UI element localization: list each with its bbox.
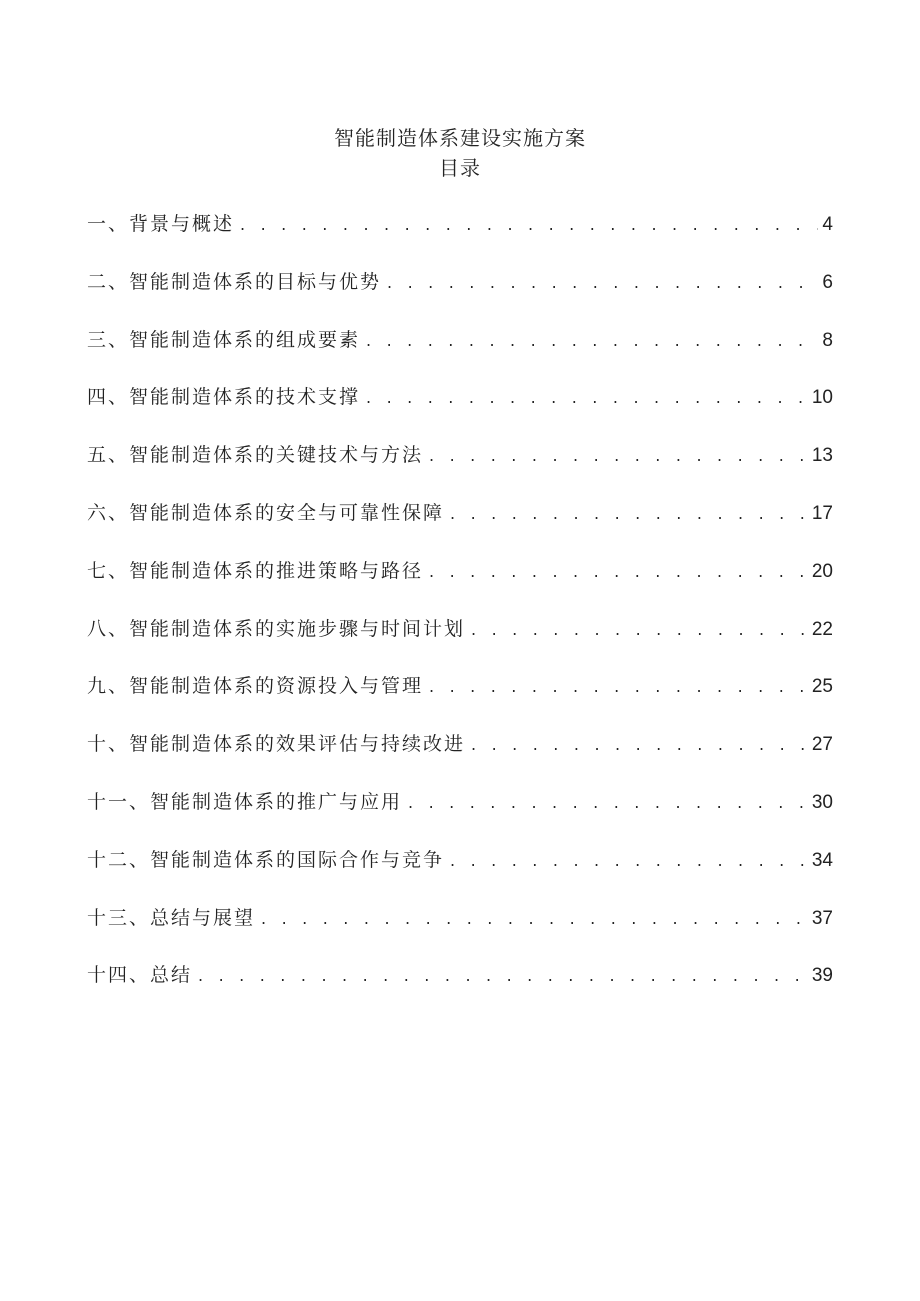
toc-entry-label: 二、智能制造体系的目标与优势	[87, 270, 382, 293]
toc-entry-9[interactable]	[87, 671, 833, 729]
toc-page-number: 8	[822, 329, 833, 351]
toc-entry-11[interactable]	[87, 787, 833, 845]
toc-entry-label: 三、智能制造体系的组成要素	[87, 328, 361, 351]
toc-entry-label: 六、智能制造体系的安全与可靠性保障	[87, 501, 445, 524]
toc-dot-leader	[408, 788, 808, 818]
toc-entry-3[interactable]	[87, 325, 833, 383]
toc-dot-leader	[387, 268, 818, 298]
toc-entry-label: 十一、智能制造体系的推广与应用	[87, 790, 403, 813]
toc-dot-leader	[471, 730, 808, 760]
toc-entry-7[interactable]	[87, 556, 833, 614]
toc-entry-label: 七、智能制造体系的推进策略与路径	[87, 559, 424, 582]
toc-dot-leader	[450, 499, 808, 529]
toc-entry-label: 十四、总结	[87, 964, 193, 987]
toc-entry-1[interactable]	[87, 209, 833, 267]
toc-page-number: 17	[811, 502, 833, 524]
toc-page-number: 27	[811, 734, 833, 756]
toc-page-number: 30	[811, 791, 833, 813]
toc-entry-label: 五、智能制造体系的关键技术与方法	[87, 444, 424, 467]
toc-dot-leader	[429, 672, 808, 702]
toc-dot-leader	[471, 615, 808, 645]
toc-page-number: 25	[811, 676, 833, 698]
toc-dot-leader	[429, 441, 808, 471]
toc-entry-2[interactable]	[87, 267, 833, 325]
toc-dot-leader	[429, 557, 808, 587]
toc-entry-label: 十二、智能制造体系的国际合作与竞争	[87, 848, 445, 871]
table-of-contents	[87, 209, 833, 1018]
toc-dot-leader	[240, 210, 818, 240]
toc-entry-label: 十三、总结与展望	[87, 906, 256, 929]
toc-dot-leader	[261, 904, 808, 934]
toc-dot-leader	[366, 383, 808, 413]
toc-entry-10[interactable]	[87, 729, 833, 787]
toc-entry-label: 十、智能制造体系的效果评估与持续改进	[87, 733, 466, 756]
toc-entry-6[interactable]	[87, 498, 833, 556]
toc-entry-label: 九、智能制造体系的资源投入与管理	[87, 675, 424, 698]
toc-page-number: 34	[811, 849, 833, 871]
toc-page-number: 37	[811, 907, 833, 929]
toc-entry-label: 八、智能制造体系的实施步骤与时间计划	[87, 617, 466, 640]
toc-entry-4[interactable]	[87, 382, 833, 440]
toc-page-number: 39	[811, 965, 833, 987]
toc-entry-8[interactable]	[87, 614, 833, 672]
toc-dot-leader	[198, 961, 808, 991]
toc-heading: 目录	[439, 156, 481, 180]
toc-page-number: 20	[811, 560, 833, 582]
toc-page-number: 4	[822, 214, 833, 235]
toc-entry-14[interactable]	[87, 960, 833, 1018]
document-title: 智能制造体系建设实施方案	[334, 126, 586, 150]
toc-page-number: 13	[811, 445, 833, 467]
toc-dot-leader	[450, 846, 808, 876]
toc-entry-13[interactable]	[87, 903, 833, 961]
toc-page-number: 10	[811, 387, 833, 409]
toc-entry-5[interactable]	[87, 440, 833, 498]
toc-page-number: 6	[822, 271, 833, 293]
toc-dot-leader	[366, 326, 818, 356]
toc-entry-label: 四、智能制造体系的技术支撑	[87, 386, 361, 409]
toc-page-number: 22	[811, 618, 833, 640]
toc-entry-12[interactable]	[87, 845, 833, 903]
toc-entry-label: 一、背景与概述	[87, 213, 235, 235]
